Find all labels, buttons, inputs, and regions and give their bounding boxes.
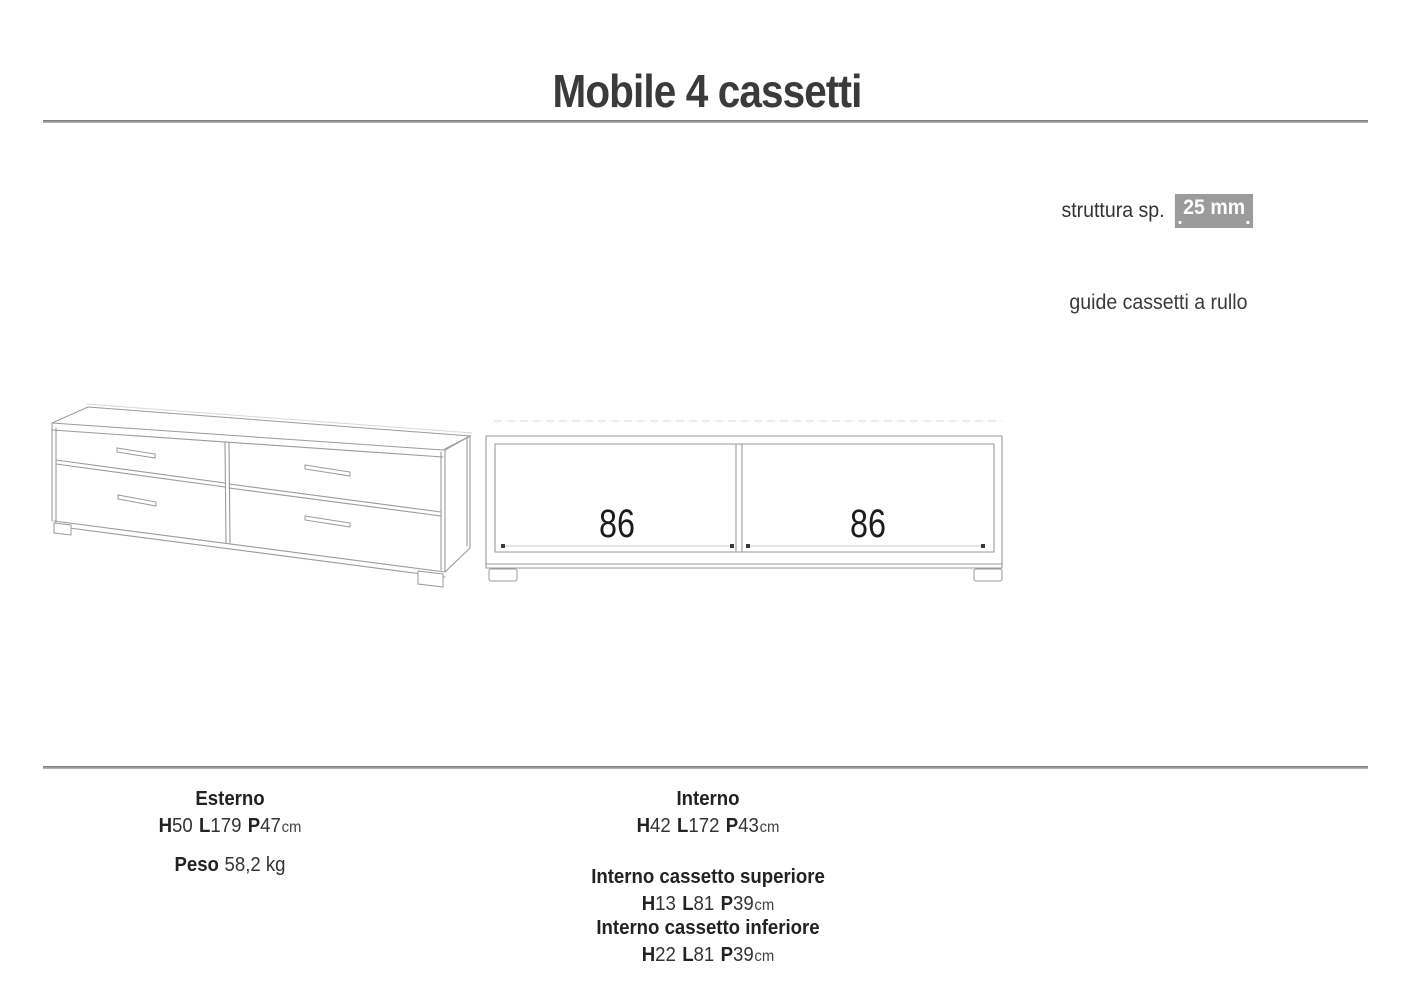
footer-divider-rule <box>43 766 1368 769</box>
peso-value: 58,2 kg <box>224 854 286 876</box>
cassetto-superiore-dimensions: H13 L81 P39cm <box>641 893 775 915</box>
dimension-right-compartment <box>746 502 985 548</box>
cabinet-front-drawing <box>480 410 1020 595</box>
drawer-handles <box>117 448 350 527</box>
peso-label: Peso <box>174 854 219 876</box>
esterno-section <box>81 788 379 877</box>
interno-dimensions: H42 L172 P43cm <box>636 815 780 837</box>
cabinet-feet <box>54 523 443 587</box>
front-right-width-label: 86 <box>850 502 886 546</box>
cabinet-feet <box>489 569 1002 581</box>
cassetto-inferiore-dimensions: H22 L81 P39cm <box>641 944 775 966</box>
esterno-title: Esterno <box>195 788 265 810</box>
struttura-value-box <box>1174 194 1253 228</box>
interno-section <box>541 788 876 968</box>
peso-line <box>81 854 379 877</box>
interno-title: Interno <box>676 788 740 810</box>
carcass-outline <box>486 436 1002 568</box>
esterno-dimensions: H50 L179 P47cm <box>158 815 302 837</box>
front-left-width-label: 86 <box>599 502 635 546</box>
page-title: Mobile 4 cassetti <box>552 65 862 117</box>
cabinet-3d-drawing <box>40 395 490 600</box>
guide-cassetti-label: guide cassetti a rullo <box>1068 291 1247 314</box>
struttura-annotation <box>1061 194 1253 228</box>
cassetto-superiore-title: Interno cassetto superiore <box>591 866 825 888</box>
struttura-label: struttura sp. <box>1061 199 1165 222</box>
dimension-left-compartment <box>501 502 734 548</box>
struttura-value: 25 mm <box>1182 196 1245 219</box>
title-divider-rule <box>43 120 1368 123</box>
top-face <box>52 404 472 457</box>
cassetto-inferiore-title: Interno cassetto inferiore <box>596 917 820 939</box>
